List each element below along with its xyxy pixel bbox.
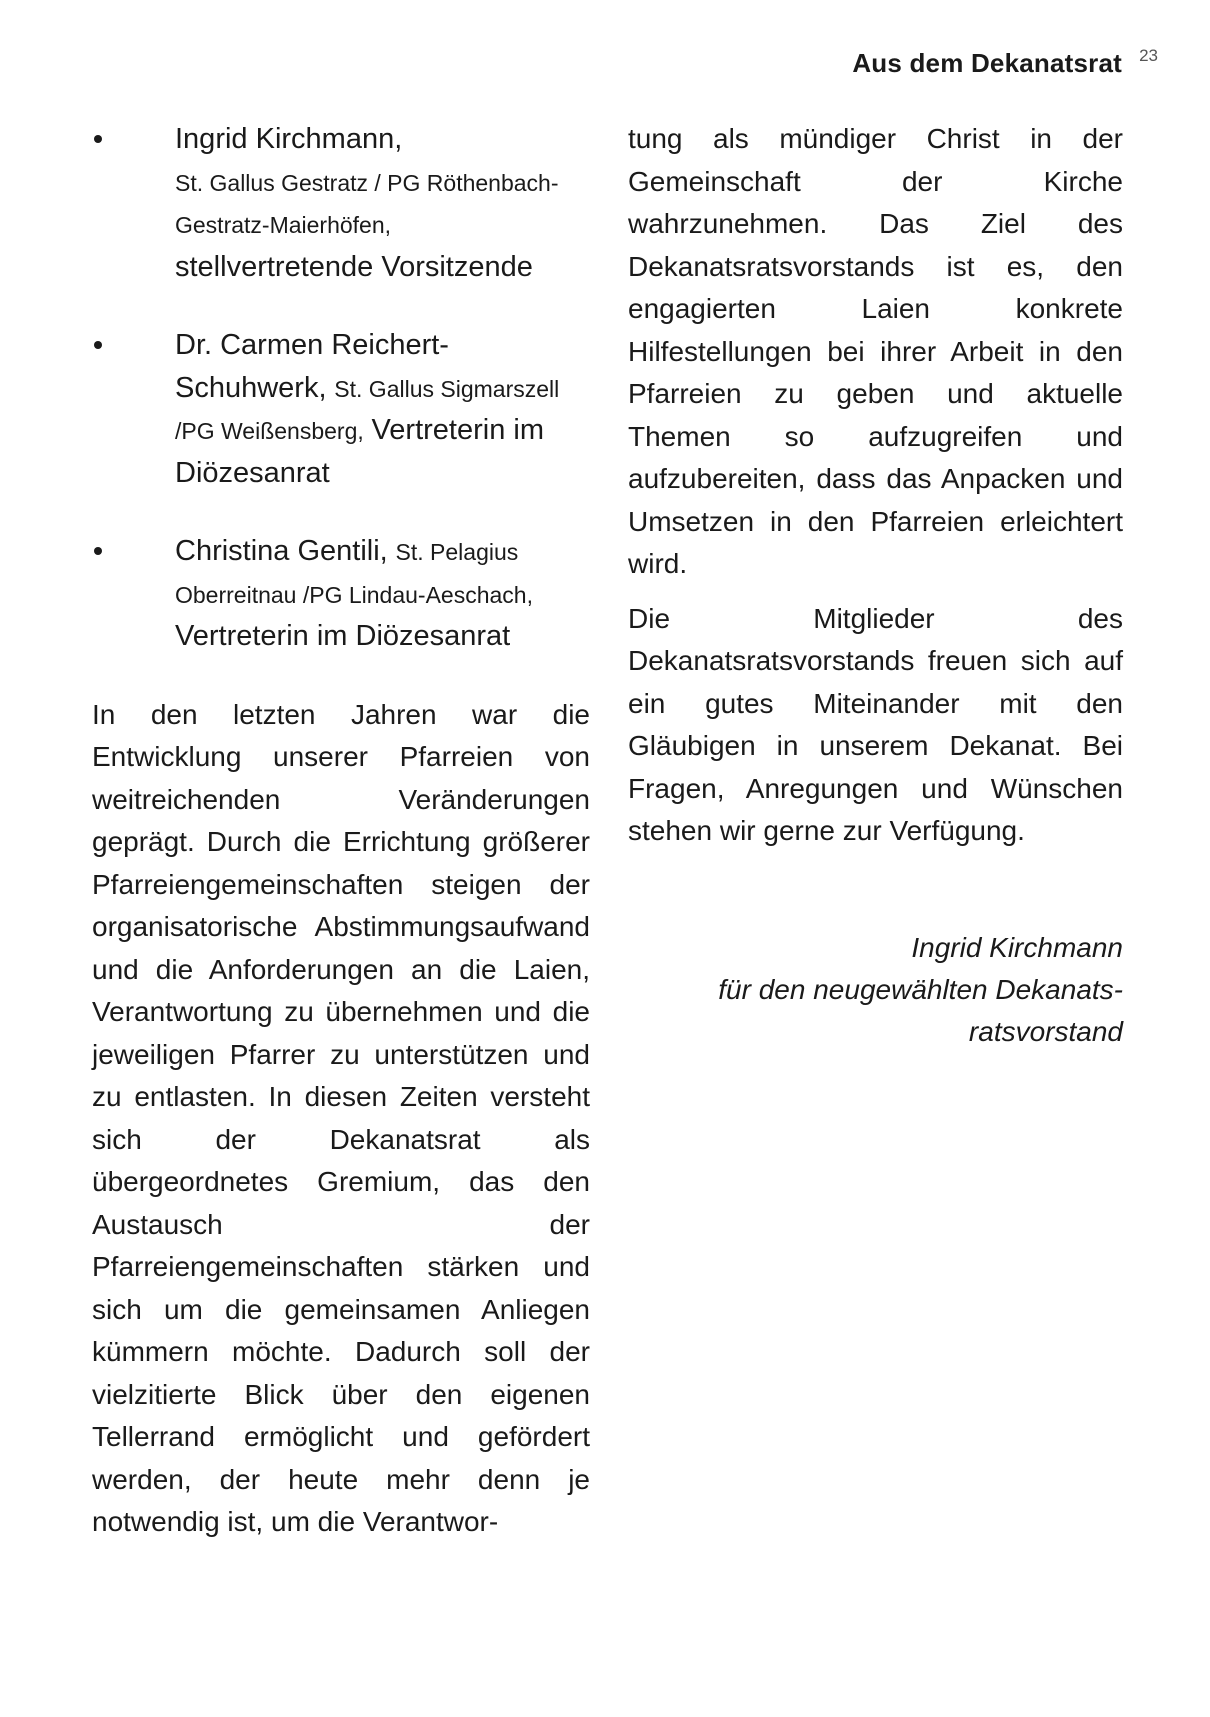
page-number: 23 (1139, 46, 1158, 65)
bullet-icon (94, 547, 102, 555)
bullet-icon (94, 135, 102, 143)
member-parish: St. Gallus Sigmarszell /PG Weißensberg, (175, 375, 560, 444)
member-item (92, 530, 590, 658)
body-paragraph: In den letzten Jahren war die Entwicklung unserer Pfarreien von weitreichenden Veränderungen geprägt. Durch die Errichtung größerer Pfarreiengemeinschaften steigen der organisatorische Abstimmungsaufwand und die Anforderungen an die Laien, Verantwortung zu übernehmen und die jeweiligen Pfarrer zu unterstützen und zu entlasten. In diesen Zeiten versteht sich der Dekanatsrat als übergeordnetes Gremium, das den Austausch der Pfarreiengemeinschaften stärken und sich um die gemeinsamen Anliegen kümmern möchte. Dadurch soll der vielzitierte Blick über den eigenen Tellerrand ermöglicht und gefördert werden, der heute mehr denn je notwendig ist, um die Verantwor- (92, 698, 590, 1537)
member-name: Christina Gentili, (175, 535, 388, 567)
member-item (92, 118, 590, 288)
member-parish: St. Gallus Gestratz / PG Röthenbach-Gestratz-Maierhöfen, (175, 169, 559, 238)
member-parish: St. Pelagius Oberreitnau /PG Lindau-Aeschach, (175, 539, 533, 608)
bullet-icon (94, 341, 102, 349)
member-name: Ingrid Kirchmann, (175, 123, 403, 155)
member-name: Dr. Carmen Reichert-Schuhwerk, (175, 329, 449, 404)
member-role: stellvertretende Vorsitzende (175, 250, 533, 283)
body-paragraph: Die Mitglieder des Dekanatsratsvorstands freuen sich auf ein gutes Miteinander mit den Gläubigen in unserem Dekanat. Bei Fragen, Anregungen und Wünschen stehen wir gerne zur Verfügung. (628, 602, 1123, 846)
signature-line: ratsvorstand (968, 1015, 1123, 1047)
right-column (628, 118, 1123, 1053)
signature-line: für den neugewählten Dekanats- (718, 973, 1123, 1005)
member-list (92, 118, 590, 658)
section-title: Aus dem Dekanatsrat (852, 48, 1122, 78)
member-role: Vertreterin im Diözesanrat (175, 414, 544, 489)
member-item (92, 324, 590, 494)
body-paragraph: tung als mündiger Christ in der Gemeinschaft der Kirche wahrzunehmen. Das Ziel des Dekanatsratsvorstands ist es, den engagierten Laien konkrete Hilfestellungen bei ihrer Arbeit in den Pfarreien zu geben und aktuelle Themen so aufzugreifen und aufzubereiten, dass das Anpacken und Umsetzen in den Pfarreien erleichtert wird. (628, 123, 1123, 579)
member-role: Vertreterin im Diözesanrat (175, 620, 511, 652)
left-column (92, 118, 590, 1544)
signature-name: Ingrid Kirchmann (911, 931, 1123, 963)
signature-block (628, 927, 1123, 1053)
